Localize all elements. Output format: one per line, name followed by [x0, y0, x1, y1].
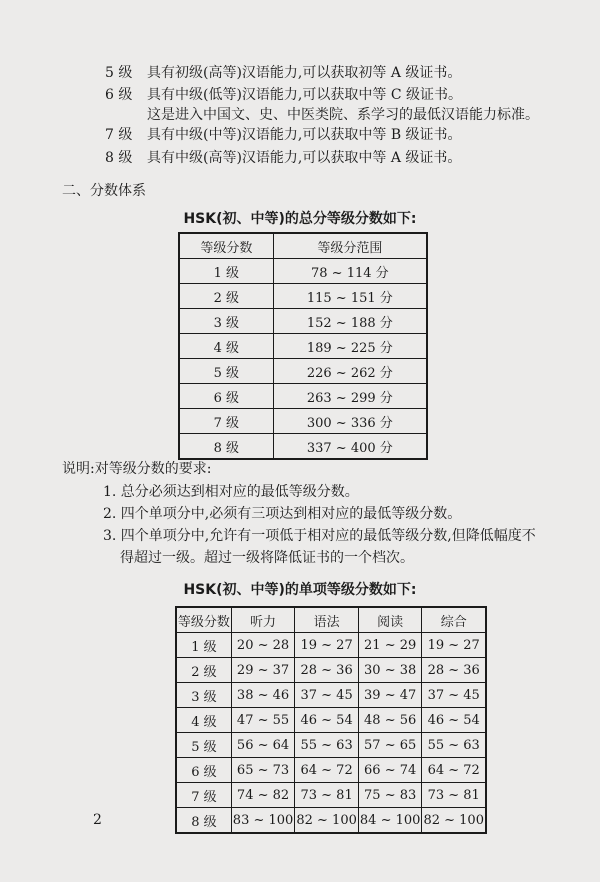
level-cell: 5 级: [176, 733, 231, 758]
table-row: [176, 633, 486, 658]
level-label: 5 级: [105, 65, 133, 81]
score-cell: 73 ~ 81: [422, 783, 486, 808]
level-cell: 4 级: [176, 708, 231, 733]
level-item: [105, 149, 461, 167]
table-row: [179, 359, 427, 384]
level-item: [105, 64, 461, 82]
level-label: 7 级: [105, 127, 133, 143]
column-header: 听力: [231, 607, 295, 633]
requirement-item-continued: 得超过一级。超过一级将降低证书的一个档次。: [120, 550, 414, 566]
level-note: [147, 106, 539, 124]
table-row: [179, 384, 427, 409]
level-cell: 7 级: [176, 783, 231, 808]
column-header: 阅读: [358, 607, 422, 633]
score-cell: 83 ~ 100: [231, 808, 295, 834]
column-header: 语法: [295, 607, 359, 633]
score-cell: 28 ~ 36: [295, 658, 359, 683]
score-cell: 39 ~ 47: [358, 683, 422, 708]
level-cell: 8 级: [176, 808, 231, 834]
column-header: 等级分范围: [273, 233, 427, 259]
table-header-row: [179, 233, 427, 259]
range-cell: 337 ~ 400 分: [273, 434, 427, 460]
column-header: 综合: [422, 607, 486, 633]
level-text: 具有中级(中等)汉语能力,可以获取中等 B 级证书。: [147, 127, 462, 143]
level-cell: 7 级: [179, 409, 273, 434]
score-cell: 20 ~ 28: [231, 633, 295, 658]
level-cell: 3 级: [179, 309, 273, 334]
level-cell: 6 级: [176, 758, 231, 783]
level-item: [105, 86, 462, 104]
table-row: [176, 683, 486, 708]
column-header: 等级分数: [176, 607, 231, 633]
total-table-title: HSK(初、中等)的总分等级分数如下:: [183, 211, 417, 227]
level-cell: 8 级: [179, 434, 273, 460]
table-row: [176, 758, 486, 783]
score-cell: 37 ~ 45: [422, 683, 486, 708]
level-label: 8 级: [105, 150, 133, 166]
score-cell: 84 ~ 100: [358, 808, 422, 834]
range-cell: 78 ~ 114 分: [273, 259, 427, 284]
score-cell: 19 ~ 27: [295, 633, 359, 658]
range-cell: 152 ~ 188 分: [273, 309, 427, 334]
score-cell: 46 ~ 54: [295, 708, 359, 733]
range-cell: 115 ~ 151 分: [273, 284, 427, 309]
range-cell: 263 ~ 299 分: [273, 384, 427, 409]
score-cell: 64 ~ 72: [422, 758, 486, 783]
score-cell: 82 ~ 100: [295, 808, 359, 834]
table-row: [176, 783, 486, 808]
level-cell: 1 级: [179, 259, 273, 284]
score-cell: 48 ~ 56: [358, 708, 422, 733]
table-row: [179, 284, 427, 309]
score-cell: 28 ~ 36: [422, 658, 486, 683]
table-row: [176, 808, 486, 834]
score-cell: 55 ~ 63: [422, 733, 486, 758]
table-row: [179, 309, 427, 334]
level-text: 具有中级(低等)汉语能力,可以获取中等 C 级证书。: [147, 87, 462, 103]
level-text: 具有初级(高等)汉语能力,可以获取初等 A 级证书。: [147, 65, 462, 81]
level-cell: 4 级: [179, 334, 273, 359]
single-score-table: [175, 606, 487, 834]
score-cell: 66 ~ 74: [358, 758, 422, 783]
score-cell: 55 ~ 63: [295, 733, 359, 758]
score-cell: 29 ~ 37: [231, 658, 295, 683]
level-cell: 5 级: [179, 359, 273, 384]
table-row: [179, 334, 427, 359]
table-row: [176, 733, 486, 758]
requirement-item: 1. 总分必须达到相对应的最低等级分数。: [103, 484, 359, 500]
score-cell: 47 ~ 55: [231, 708, 295, 733]
table-row: [176, 708, 486, 733]
level-cell: 3 级: [176, 683, 231, 708]
score-cell: 37 ~ 45: [295, 683, 359, 708]
section-title: 二、分数体系: [62, 183, 146, 199]
total-score-table: [178, 232, 428, 460]
table-row: [179, 259, 427, 284]
score-cell: 46 ~ 54: [422, 708, 486, 733]
score-cell: 73 ~ 81: [295, 783, 359, 808]
range-cell: 226 ~ 262 分: [273, 359, 427, 384]
level-cell: 1 级: [176, 633, 231, 658]
score-cell: 56 ~ 64: [231, 733, 295, 758]
range-cell: 189 ~ 225 分: [273, 334, 427, 359]
table-row: [179, 409, 427, 434]
single-table-title: HSK(初、中等)的单项等级分数如下:: [183, 582, 417, 598]
level-item: [105, 126, 462, 144]
page-number: 2: [93, 812, 102, 828]
score-cell: 19 ~ 27: [422, 633, 486, 658]
requirements-title: 说明:对等级分数的要求:: [62, 461, 212, 477]
level-cell: 2 级: [179, 284, 273, 309]
score-cell: 65 ~ 73: [231, 758, 295, 783]
table-header-row: [176, 607, 486, 633]
level-label: 6 级: [105, 87, 133, 103]
range-cell: 300 ~ 336 分: [273, 409, 427, 434]
requirement-item: 2. 四个单项分中,必须有三项达到相对应的最低等级分数。: [103, 506, 462, 522]
score-cell: 82 ~ 100: [422, 808, 486, 834]
level-text: 具有中级(高等)汉语能力,可以获取中等 A 级证书。: [147, 150, 462, 166]
level-cell: 6 级: [179, 384, 273, 409]
score-cell: 74 ~ 82: [231, 783, 295, 808]
level-note-text: 这是进入中国文、史、中医类院、系学习的最低汉语能力标准。: [147, 107, 539, 123]
score-cell: 30 ~ 38: [358, 658, 422, 683]
score-cell: 38 ~ 46: [231, 683, 295, 708]
score-cell: 75 ~ 83: [358, 783, 422, 808]
score-cell: 21 ~ 29: [358, 633, 422, 658]
column-header: 等级分数: [179, 233, 273, 259]
level-cell: 2 级: [176, 658, 231, 683]
table-row: [179, 434, 427, 460]
table-row: [176, 658, 486, 683]
requirement-item: 3. 四个单项分中,允许有一项低于相对应的最低等级分数,但降低幅度不: [103, 528, 536, 544]
score-cell: 64 ~ 72: [295, 758, 359, 783]
score-cell: 57 ~ 65: [358, 733, 422, 758]
